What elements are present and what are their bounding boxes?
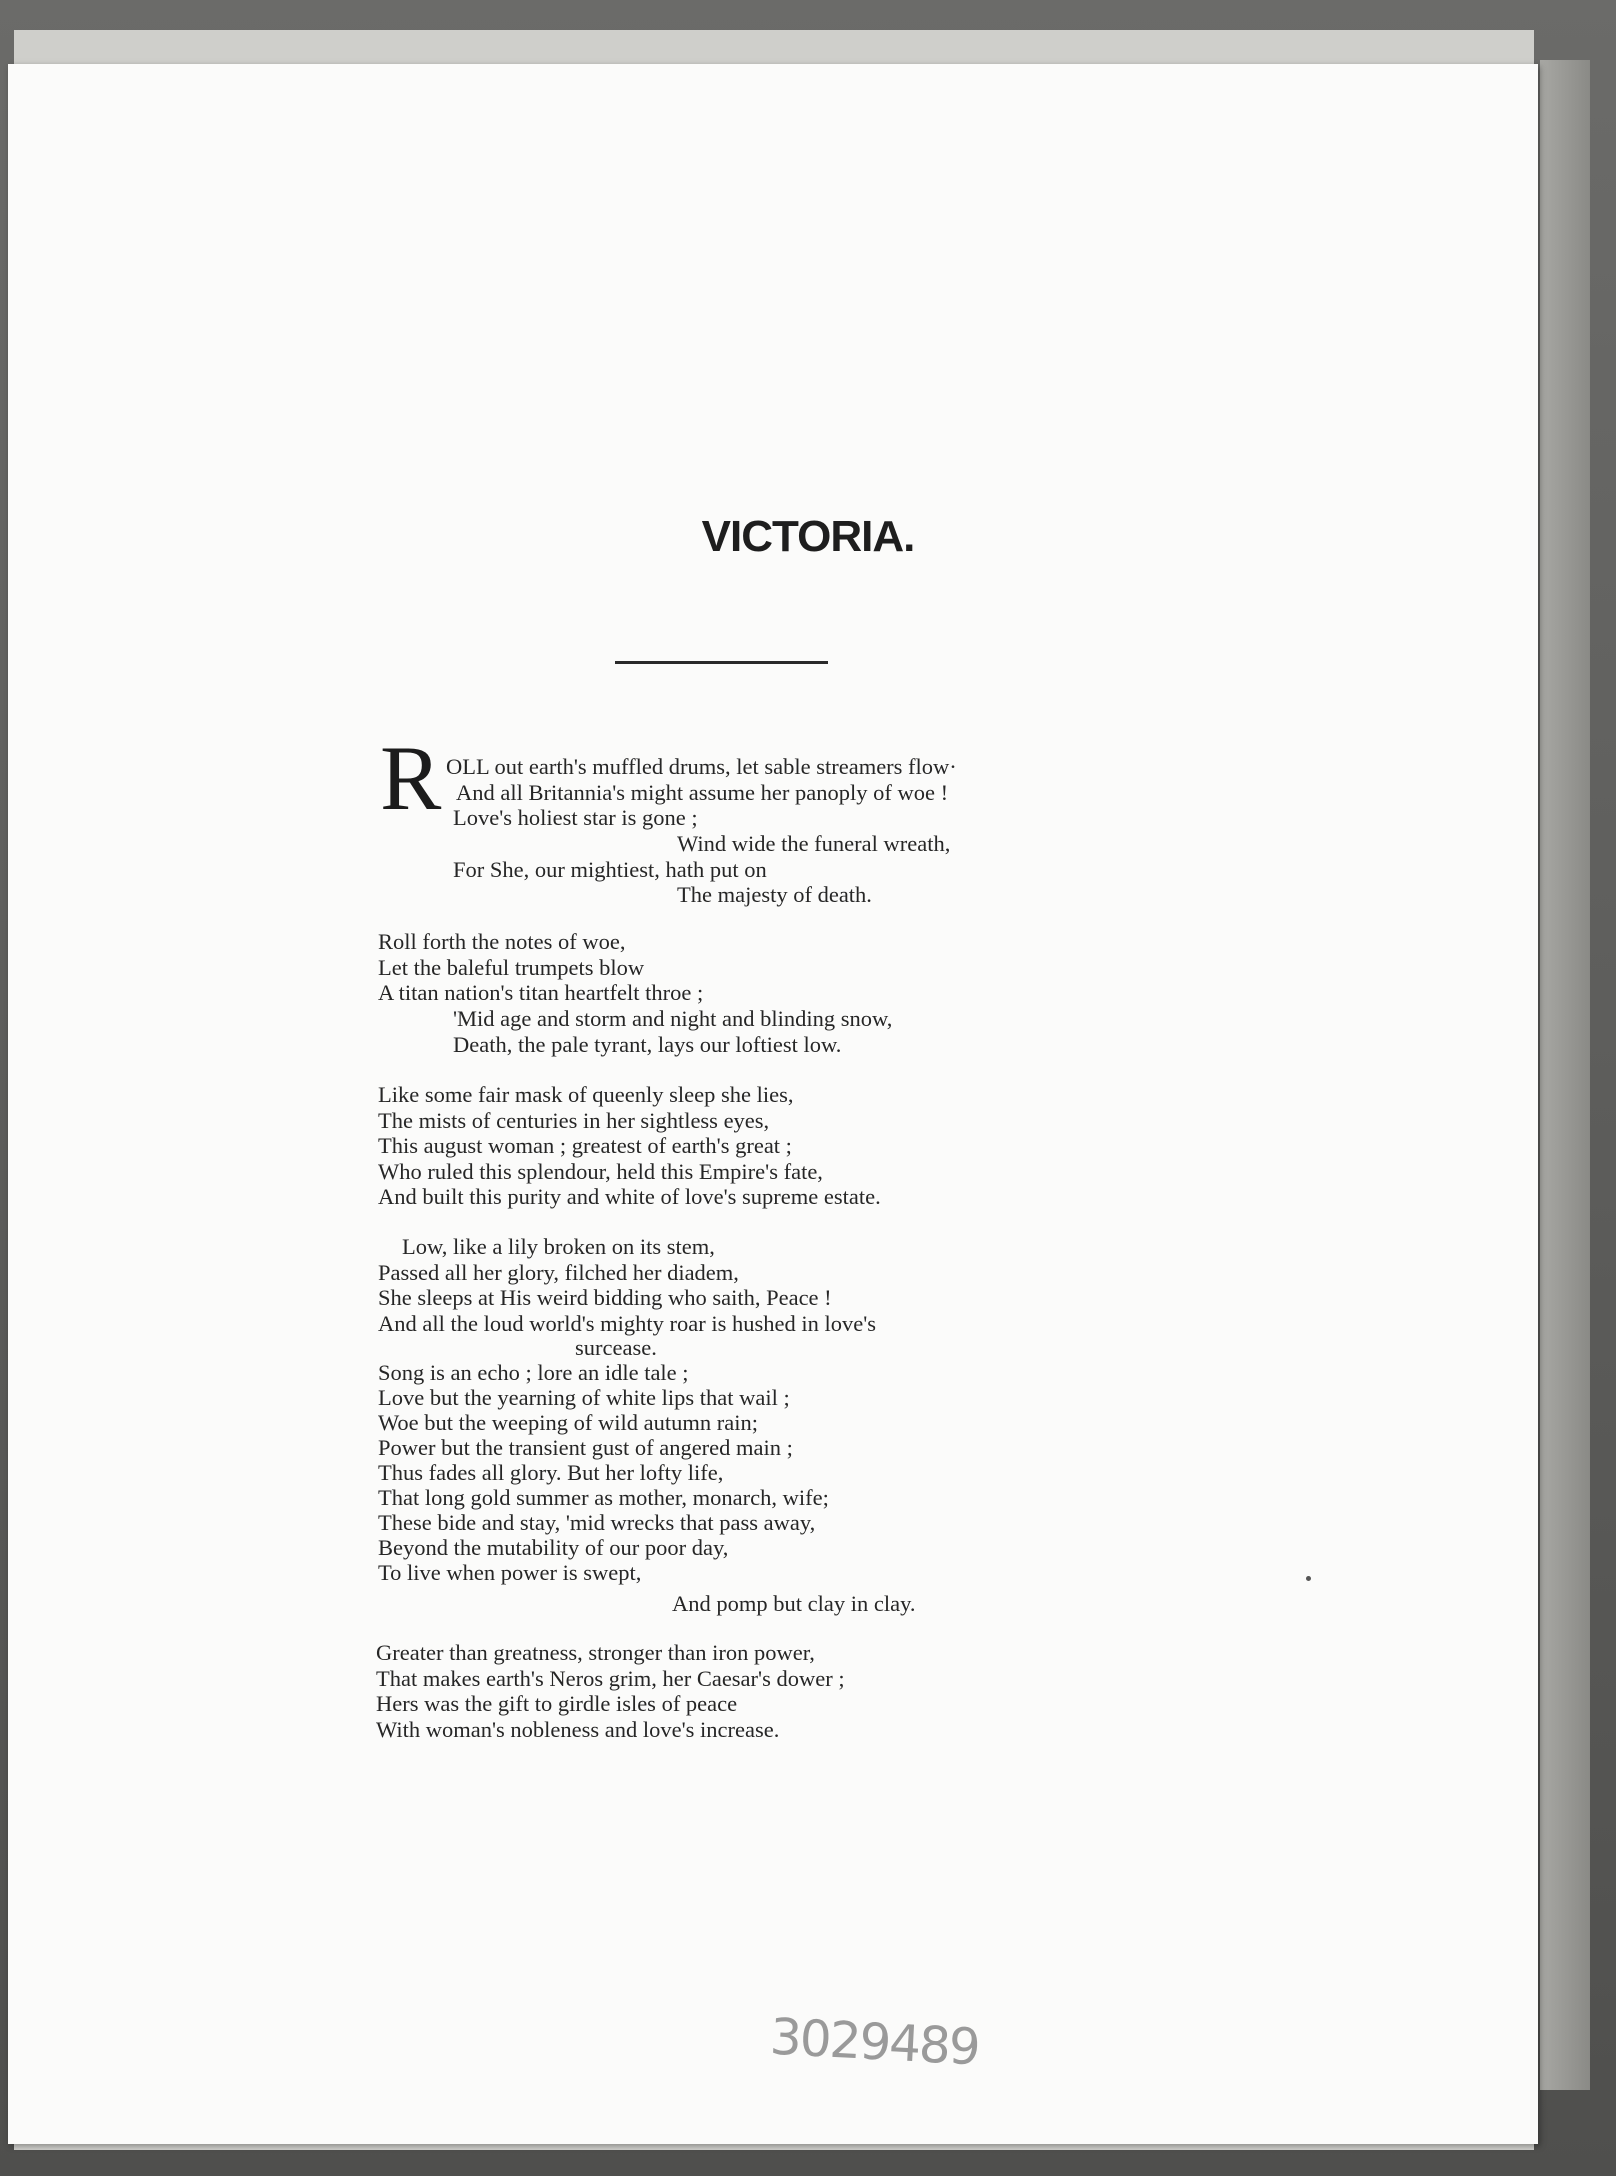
poem-line: Thus fades all glory. But her lofty life, [378, 1460, 724, 1485]
poem-line: And all Britannia's might assume her panoply of woe ! [456, 780, 949, 805]
poem-line: With woman's nobleness and love's increase. [376, 1717, 780, 1742]
poem-line: Greater than greatness, stronger than iron power, [376, 1640, 815, 1665]
poem-line: Who ruled this splendour, held this Empire's fate, [378, 1159, 823, 1184]
poem-line: Beyond the mutability of our poor day, [378, 1535, 729, 1560]
archive-number: 3029489 [768, 2007, 981, 2077]
poem-line: That long gold summer as mother, monarch, wife; [378, 1485, 829, 1510]
poem-line: Song is an echo ; lore an idle tale ; [378, 1360, 689, 1385]
poem-line: Death, the pale tyrant, lays our loftiest low. [453, 1032, 842, 1057]
poem-line: Power but the transient gust of angered main ; [378, 1435, 793, 1460]
poem-line: She sleeps at His weird bidding who saith, Peace ! [378, 1285, 832, 1310]
poem-line: Roll forth the notes of woe, [378, 929, 626, 954]
poem-line: Low, like a lily broken on its stem, [402, 1234, 715, 1259]
drop-cap: R [380, 727, 442, 829]
poem-line: A titan nation's titan heartfelt throe ; [378, 980, 704, 1005]
poem-line: And all the loud world's mighty roar is hushed in love's [378, 1311, 877, 1336]
poem-line: This august woman ; greatest of earth's great ; [378, 1133, 792, 1158]
poem-line: These bide and stay, 'mid wrecks that pass away, [378, 1510, 816, 1535]
poem-line: The majesty of death. [677, 882, 872, 907]
poem-line: Woe but the weeping of wild autumn rain; [378, 1410, 758, 1435]
poem-line: OLL out earth's muffled drums, let sable streamers flow· [446, 754, 957, 779]
poem-line: Love but the yearning of white lips that wail ; [378, 1385, 790, 1410]
poem-line: And built this purity and white of love's supreme estate. [378, 1184, 881, 1209]
poem-line: Like some fair mask of queenly sleep she lies, [378, 1082, 794, 1107]
poem-line: For She, our mightiest, hath put on [453, 857, 767, 882]
poem-line: Wind wide the funeral wreath, [677, 831, 951, 856]
poem-line: surcease. [575, 1335, 657, 1360]
poem-line: Passed all her glory, filched her diadem, [378, 1260, 739, 1285]
poem-line: That makes earth's Neros grim, her Caesar's dower ; [376, 1666, 845, 1691]
poem-line: Let the baleful trumpets blow [378, 955, 645, 980]
poem-line: Hers was the gift to girdle isles of peace [376, 1691, 738, 1716]
poem-line: To live when power is swept, [378, 1560, 642, 1585]
poem-title: VICTORIA. [701, 512, 915, 561]
poem-line: 'Mid age and storm and night and blinding snow, [453, 1006, 893, 1031]
poem-line: And pomp but clay in clay. [672, 1591, 916, 1616]
ink-speck [1306, 1576, 1311, 1581]
poem-line: Love's holiest star is gone ; [453, 805, 698, 830]
poem-line: The mists of centuries in her sightless eyes, [378, 1108, 770, 1133]
